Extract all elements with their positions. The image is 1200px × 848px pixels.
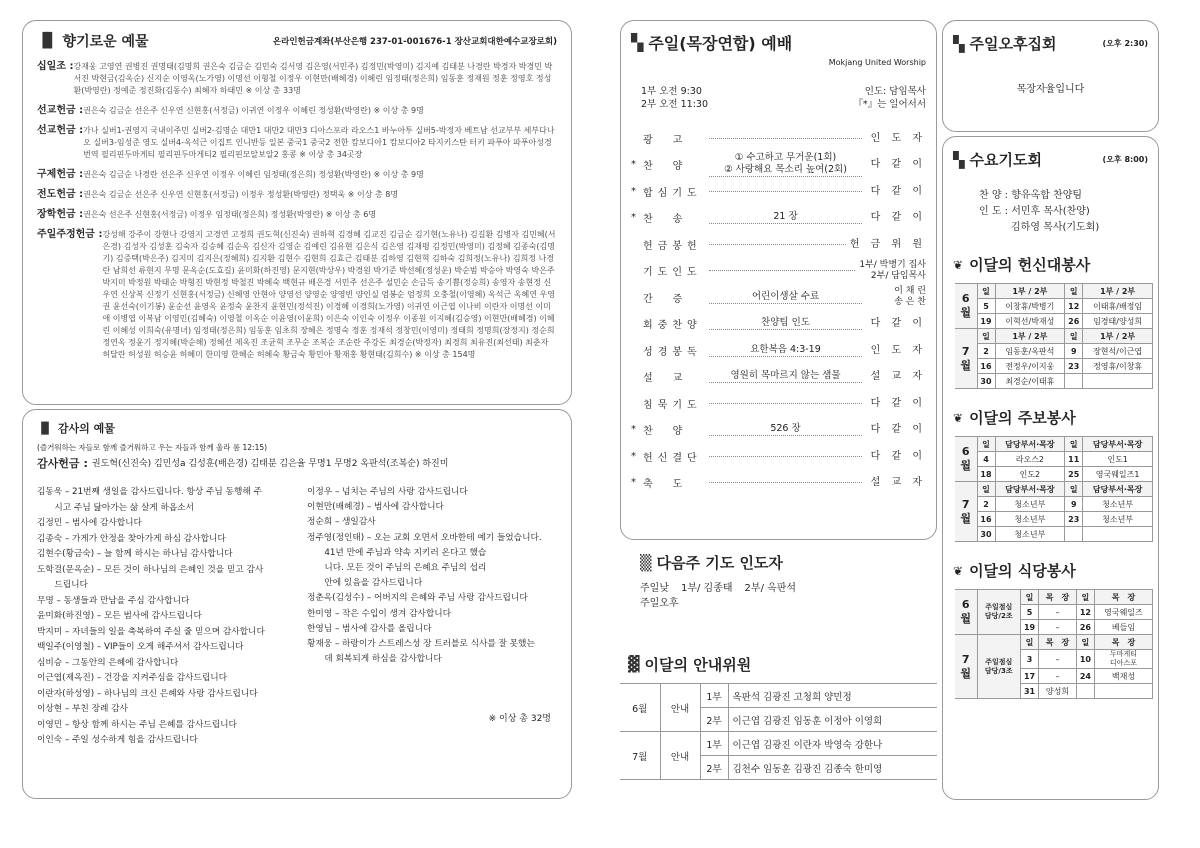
grid-day: 11 <box>1065 452 1083 467</box>
order-item: 성경봉독 <box>643 346 702 358</box>
worship-order-row <box>631 231 926 258</box>
thanks-verse: (즐거워하는 자들로 함께 즐거워하고 우는 자들과 함께 울라 롬 12:15) <box>37 443 268 452</box>
grid-day: 2 <box>977 344 995 359</box>
grid-value: 정영휴/이창휴 <box>1083 359 1153 374</box>
grid-header-label: 담당부서·목장 <box>1083 437 1153 452</box>
worship-order <box>631 125 926 496</box>
section-bar-icon: ▚ <box>631 33 643 52</box>
order-item: 헌신결단 <box>643 452 702 464</box>
order-detail <box>709 403 862 404</box>
grid-value: 두마게티 디아스포 <box>1094 650 1152 669</box>
grid-month: 7월 <box>955 482 977 542</box>
grid-value: – <box>1039 605 1077 620</box>
grid-value: 베들임 <box>1094 620 1152 635</box>
order-leader: 다 같 이 <box>870 424 926 436</box>
grid-header-day: 일 <box>1021 590 1039 605</box>
usher-row <box>620 732 937 756</box>
grid-day: 3 <box>1021 650 1039 669</box>
thanks-item: 심비승 – 그동안의 은혜에 감사합니다 <box>37 657 179 668</box>
grid-value: 임경태/양성희 <box>1083 314 1153 329</box>
thanks-list-right <box>307 485 557 749</box>
thanks-item: 무명 – 동생들과 만남을 주심 감사합니다 <box>37 595 190 606</box>
grid-day: 23 <box>1065 359 1083 374</box>
grid-row <box>955 359 1153 374</box>
grid-value: – <box>1039 650 1077 669</box>
grid-header-day: 일 <box>1021 635 1039 650</box>
grid-value: 장현석/이근엽 <box>1083 344 1153 359</box>
grid-value <box>1094 684 1152 699</box>
usher-names: 이근엽 김광진 이란자 박영숙 강한나 <box>728 732 937 756</box>
grid-header-label: 목 장 <box>1094 635 1152 650</box>
order-item: 간 증 <box>643 293 688 305</box>
grid-value: 청소년부 <box>995 527 1065 542</box>
section-bar-icon: ▒ <box>640 553 651 572</box>
leaf-icon: ❦ <box>953 563 964 578</box>
grid-day <box>1065 374 1083 389</box>
grid-row <box>955 344 1153 359</box>
thanks-item: 정주영(정인태) – 오는 교회 오면서 오바한테 예기 들었습니다. <box>307 532 542 543</box>
usher-names: 이근엽 김광진 임동훈 이정아 이영희 <box>728 708 937 732</box>
offering-category: 선교헌금 : <box>37 105 83 117</box>
thanks-list-left <box>37 485 287 749</box>
prayer-row-morning: 주일낮 1부/ 김종태 2부/ 옥판석 <box>640 583 797 594</box>
wednesday-section <box>942 136 1159 800</box>
grid-row <box>955 374 1153 389</box>
grid-month: 6월 <box>955 284 977 329</box>
offering-row <box>37 189 557 201</box>
grid-header-day: 일 <box>1065 284 1083 299</box>
grid-day <box>1076 684 1094 699</box>
order-leader: 설 교 자 <box>870 477 926 489</box>
usher-part: 1부 <box>700 684 728 708</box>
offering-names: 권은숙 선은주 신현홍(서정금) 이정우 임정태(정은희) 정성환(박영란) ※ 이상 총 6명 <box>83 210 377 219</box>
stand-marker: * <box>631 477 636 489</box>
usher-month: 7월 <box>620 732 660 780</box>
order-leader: 다 같 이 <box>870 185 926 197</box>
order-leader: 인 도 자 <box>870 132 926 144</box>
stand-marker: * <box>631 159 636 171</box>
order-item: 축 도 <box>643 479 688 491</box>
next-prayer-section <box>620 552 937 642</box>
grid-header-label: 1부 / 2부 <box>995 329 1065 344</box>
order-detail: ① 수고하고 무거운(1회) ② 사랑해요 목소리 높여(2회) <box>709 152 862 177</box>
next-prayer-title: ▒ 다음주 기도 인도자 <box>640 553 783 572</box>
grid-row <box>955 512 1153 527</box>
grid-header-label: 담당부서·목장 <box>995 437 1065 452</box>
stand-marker: * <box>631 212 636 224</box>
grid-day: 26 <box>1065 314 1083 329</box>
order-item: 찬 양 <box>643 161 688 173</box>
grid-day: 18 <box>977 467 995 482</box>
grid-day: 26 <box>1076 620 1094 635</box>
worship-times: 1부 오전 9:30 2부 오전 11:30 인도: 담임목사 『*』는 일어서서 <box>641 86 926 110</box>
grid-header-day: 일 <box>1076 590 1094 605</box>
thanks-item: 한영님 – 범사에 감사를 올립니다 <box>307 623 432 634</box>
prayer-row-afternoon: 주일오후 <box>640 598 679 609</box>
order-leader: 헌 금 위 원 <box>849 238 926 250</box>
usher-names: 김천수 임동훈 김광진 김종숙 한미영 <box>728 756 937 780</box>
grid-day <box>1065 527 1083 542</box>
grid-row <box>955 314 1153 329</box>
order-leader: 이 채 린 송 은 찬 <box>894 286 926 308</box>
thanks-item: 니다. 모든 것이 주님의 은혜요 주님의 섭리 <box>307 563 487 574</box>
grid-value: 인도1 <box>1083 452 1153 467</box>
wednesday-title: ▚ 수요기도회 (오후 8:00) <box>953 150 1148 169</box>
offering-names: 강성해 강주이 강현나 강영지 고경연 고정희 권도혁(신진숙) 권하혁 김경혜 김교진 김금순 김기현(노유나) 김길환 김병자 김민혜(서은경) 김성자 김성훈 김숙자 김승혜 김순옥 김신자 김영순 김예린 김유현 김은식 김은영 김재평 김정민(박영미) 김정혜 김종숙(김명기) 김증택(박은주) 김지미 김지은(정혜희) 김지환 김현수 김현희 김효근 김태분 김하영 김현혁 김하숙 김희정(노유나) 김희정 나경란 남희선 류현지 무명 문옥순(도효길) 윤미화(하진영) 문지현(박상우) 박경원 박기준 박선혜(정성운) 박순범 박승아 박영숙 박은주 박지미 박정원 박태순 박형진 박현정 박철진 박혜숙 백현규 배은경 서민주 선은주 설민순 손금득 송기쁨(정승희) 송영자 송현정 신우연 신상복 신정기 신현홍(서정금) 신혜영 안현아 양영선 양영순 양영빈 양인실 엄봉순 엄정희 오충철(이영혜) 옥석근 옥혜연 우영권 윤선숙(이기봉) 윤순선 윤영옥 윤정숙 윤찬지 윤현민(정석진) 이경혜 이경희(노가영) 이귀연 이근엽 이나비 이란자 이명선 이미애 이병엽 이복남 이영민(김혜숙) 이영철 이옥순 이윤영(이윤희) 이은숙 이인숙 이정우 이종원 이지혜(김승영) 이현만(배혜경) 이혜린 이혜성 이희숙(유명녀) 임정태(정은희) 임동훈 임초희 장혜은 정명숙 정훈 정재석 정창민(이영미) 정태희 정명희(장정지) 정순희 정연옥 정윤기 정지혜(박순해) 정혜선 제옥진 조균혁 조무순 조복순 조순란 주강돈 최경순(박정자) 최경희 최유진(최선태) 최춘자 허달란 허성원 허승윤 허혜미 한미영 한혜순 허혜숙 황금숙 황민아 황재홍 황현태(김희수) ※ 이상 총 154명 <box>102 230 556 359</box>
leaf-icon: ❦ <box>953 257 964 272</box>
thanks-item: 안에 있음을 감사드립니다 <box>307 578 423 589</box>
grid-row <box>955 452 1153 467</box>
grid-day: 2 <box>977 497 995 512</box>
order-detail <box>709 244 846 245</box>
usher-part: 1부 <box>700 732 728 756</box>
offering-category: 주일주정헌금 : <box>37 229 102 361</box>
thanks-item: 이인숙 – 주일 성수하게 힘을 감사드립니다 <box>37 735 198 745</box>
grid-day: 9 <box>1065 497 1083 512</box>
offering-category: 십일조 : <box>37 61 73 97</box>
grid-header-row <box>955 329 1153 344</box>
grid-day: 4 <box>977 452 995 467</box>
worship-order-row <box>631 364 926 391</box>
grid-header-row <box>955 482 1153 497</box>
order-detail: 영원히 목마르지 않는 샘물 <box>709 370 862 383</box>
grid-day: 23 <box>1065 512 1083 527</box>
order-detail <box>709 482 862 483</box>
order-item: 침묵기도 <box>643 399 702 411</box>
grid-day: 25 <box>1065 467 1083 482</box>
ushers-title: ▓ 이달의 안내위원 <box>628 655 752 674</box>
grid-day: 31 <box>1021 684 1039 699</box>
thanks-item: 시고 주님 닮아가는 삶 살게 하옵소서 <box>37 502 195 513</box>
worship-order-row <box>631 284 926 311</box>
afternoon-section <box>942 20 1159 132</box>
order-leader: 다 같 이 <box>870 397 926 409</box>
grid-header-day: 일 <box>977 437 995 452</box>
grid-month: 6월 <box>955 437 977 482</box>
stand-marker: * <box>631 450 636 462</box>
kitchen-title: ❦ 이달의 식당봉사 <box>953 562 1076 580</box>
worship-order-row <box>631 443 926 470</box>
order-leader: 1부/ 박병기 집사 2부/ 담임목사 <box>859 259 926 281</box>
order-item: 설 교 <box>643 373 688 385</box>
order-item: 찬 송 <box>643 214 688 226</box>
grid-row <box>955 527 1153 542</box>
bulletin-table <box>955 436 1153 542</box>
grid-value: – <box>1039 669 1077 684</box>
section-bar-icon: ▓ <box>628 655 639 673</box>
offering-names: 강재웅 고영연 권병진 권명태(김명희 권은숙 김금순 김민숙 김서영 김은영(서민주) 김정민(박영미) 김지예 김태분 나경란 박경자 박경민 박서진 박현금(김옥순) 신지순 이영옥(노가영) 이명선 이형철 이정우 이현만(배혜경) 이혜린 임정태(정은희) 임동훈 정재원 정훈 정영호 정성환(박영란) 정예준 정진화(김동수) 최혜자 하태민 ※ 이상 총 33명 <box>73 62 553 95</box>
order-detail: 요한복음 4:3-19 <box>709 344 862 357</box>
section-bar-icon: ▐▌ <box>37 33 57 49</box>
thanks-section <box>22 409 572 799</box>
grid-header-label: 1부 / 2부 <box>995 284 1065 299</box>
order-item: 찬 양 <box>643 426 688 438</box>
grid-header-label: 1부 / 2부 <box>1083 329 1153 344</box>
afternoon-title: ▚ 주일오후집회 (오후 2:30) <box>953 34 1148 53</box>
worship-order-row <box>631 470 926 497</box>
thanks-item: 박지미 – 자녀들의 일을 축복하여 주실 줄 믿으며 감사합니다 <box>37 626 265 637</box>
offering-category: 구제헌금 : <box>37 169 83 181</box>
stand-marker: * <box>631 185 636 197</box>
devotion-title: ❦ 이달의 헌신대봉사 <box>953 256 1091 274</box>
offering-category: 선교헌금 : <box>37 125 83 161</box>
offering-names: 가나 실버1-권영지 국내이주민 실버2-김명순 대만1 대만2 대만3 디아스포라 라오스1 바누아투 실버5-박정자 베트남 선교부부 세부다나오 실버3-임성준 영도 실버4-옥석근 이집트 인니반등 일본 중국1 중국2 전한 캄보디아1 캄보디아2 타지키스탄 터키 파푸아 파푸아성경번역 필리핀두마게티 필리핀두마게티2 필리핀모알보알2 홍콩 ※ 이상 총 34곳장 <box>83 126 555 159</box>
grid-day: 12 <box>1076 605 1094 620</box>
thanks-item: 이영민 – 항상 함께 하시는 주님 은혜를 감사드립니다 <box>37 719 237 730</box>
order-detail <box>709 138 862 139</box>
grid-value <box>1083 527 1153 542</box>
grid-value: 인도2 <box>995 467 1065 482</box>
grid-header-day: 일 <box>1076 635 1094 650</box>
online-account: 온라인헌금계좌(부산은행 237-01-001676-1 장산교회대한예수교장로회) <box>272 37 557 47</box>
thanks-item: 백일주(이영철) – VIP들이 오게 해주셔서 감사드립니다 <box>37 642 244 652</box>
ushers-section <box>620 645 937 805</box>
grid-row <box>955 497 1153 512</box>
usher-role: 안내 <box>660 732 700 780</box>
worship-order-row <box>631 417 926 444</box>
grid-value: 청소년부 <box>1083 497 1153 512</box>
grid-header-label: 목 장 <box>1039 635 1077 650</box>
wednesday-body: 찬 양 : 향유옥합 찬양팀 인 도 : 서민후 목사(찬양) 김하영 목사(기도회) <box>979 190 1100 233</box>
grid-header-row <box>955 284 1153 299</box>
grid-header-day: 일 <box>977 482 995 497</box>
section-bar-icon: ▚ <box>953 34 964 53</box>
grid-header-row <box>955 437 1153 452</box>
offering-row <box>37 229 557 361</box>
usher-row <box>620 684 937 708</box>
grid-header-day: 일 <box>1065 329 1083 344</box>
grid-day: 19 <box>977 314 995 329</box>
worship-order-row <box>631 311 926 338</box>
leaf-icon: ❦ <box>953 410 964 425</box>
order-detail: 526 장 <box>709 423 862 436</box>
grid-header-day: 일 <box>977 284 995 299</box>
grid-day: 5 <box>977 299 995 314</box>
grid-value: 백재성 <box>1094 669 1152 684</box>
grid-day: 30 <box>977 527 995 542</box>
thanks-item: 윤미화(하진영) – 모든 범사에 감사드립니다 <box>37 611 202 621</box>
offering-row <box>37 169 557 181</box>
thanks-item: 데 회복되게 하심을 감사합니다 <box>307 654 442 665</box>
worship-order-row <box>631 390 926 417</box>
offering-names: 권은숙 김금순 선은주 신우연 신현홍(서정금) 이정우 정성환(박영란) 정택욱 ※ 이상 총 8명 <box>83 190 399 199</box>
bulletin-title: ❦ 이달의 주보봉사 <box>953 409 1076 427</box>
order-leader: 다 같 이 <box>870 159 926 171</box>
order-detail: 찬양팀 인도 <box>709 317 862 330</box>
thanks-title: ▐▌ 감사의 예물 <box>37 421 115 435</box>
order-detail: 21 장 <box>709 211 862 224</box>
order-detail <box>709 270 855 271</box>
devotion-table <box>955 283 1153 389</box>
order-leader: 다 같 이 <box>870 450 926 462</box>
thanks-item: 김현수(황금숙) – 늘 함께 하시는 하나님 감사합니다 <box>37 549 233 559</box>
thanks-item: 41년 만에 주님과 약속 지키러 온다고 했습 <box>307 547 487 558</box>
grid-header-label: 목 장 <box>1039 590 1077 605</box>
order-item: 광 고 <box>643 134 688 146</box>
thanks-item: 드립니다 <box>37 580 88 590</box>
offering-row <box>37 61 557 97</box>
grid-value: 청소년부 <box>995 497 1065 512</box>
offering-title: ▐▌ 향기로운 예물 <box>37 33 149 50</box>
grid-value: 양성희 <box>1039 684 1077 699</box>
grid-month: 7월 <box>955 329 977 389</box>
grid-header-label: 목 장 <box>1094 590 1152 605</box>
thanks-item: 김종숙 – 가게가 안정을 찾아가게 하심 감사합니다 <box>37 533 226 544</box>
grid-day: 5 <box>1021 605 1039 620</box>
grid-day: 9 <box>1065 344 1083 359</box>
grid-value <box>1083 374 1153 389</box>
grid-header-label: 담당부서·목장 <box>995 482 1065 497</box>
order-detail <box>709 456 862 457</box>
grid-day: 12 <box>1065 299 1083 314</box>
thanks-offering-row: 감사헌금 : 권도혁(신진숙) 김민성a 김성훈(배은경) 김태분 김은율 무명1 무명2 옥판석(조복순) 하진미 <box>37 457 449 470</box>
offering-row <box>37 209 557 221</box>
thanks-item: 이란자(하성영) – 하나님의 크신 은혜와 사랑 감사드립니다 <box>37 688 258 699</box>
order-leader: 인 도 자 <box>870 344 926 356</box>
order-item: 회중찬양 <box>643 320 702 332</box>
stand-marker: * <box>631 424 636 436</box>
order-leader: 설 교 자 <box>870 371 926 383</box>
worship-order-row <box>631 205 926 232</box>
order-item: 기도인도 <box>643 267 702 279</box>
offering-section <box>22 20 572 405</box>
grid-row <box>955 299 1153 314</box>
order-detail <box>709 191 862 192</box>
grid-day: 16 <box>977 359 995 374</box>
grid-value: 라오스2 <box>995 452 1065 467</box>
grid-day: 24 <box>1076 669 1094 684</box>
order-leader: 다 같 이 <box>870 212 926 224</box>
offering-category: 장학헌금 : <box>37 209 83 221</box>
usher-role: 안내 <box>660 684 700 732</box>
offering-row <box>37 125 557 161</box>
thanks-item: 이현만(배혜경) – 범사에 감사합니다 <box>307 502 444 513</box>
worship-order-row <box>631 258 926 285</box>
thanks-item: 김정민 – 범사에 감사합니다 <box>37 518 142 528</box>
grid-value: 임동훈/옥판석 <box>995 344 1065 359</box>
offering-names: 권은숙 김금순 선은주 신우연 신현홍(서정금) 이귀연 이정우 이혜린 정성환(박영란) ※ 이상 총 9명 <box>83 106 424 115</box>
grid-header-day: 일 <box>977 329 995 344</box>
grid-header-label: 1부 / 2부 <box>1083 284 1153 299</box>
worship-order-row <box>631 178 926 205</box>
grid-row <box>955 467 1153 482</box>
worship-order-row <box>631 125 926 152</box>
usher-part: 2부 <box>700 756 728 780</box>
grid-value: 이혁선/박재성 <box>995 314 1065 329</box>
worship-title: ▚ 주일(목장연합) 예배 <box>631 33 793 53</box>
grid-day: 19 <box>1021 620 1039 635</box>
afternoon-body: 목장자율입니다 <box>1016 84 1085 95</box>
thanks-offering-names: 권도혁(신진숙) 김민성a 김성훈(배은경) 김태분 김은율 무명1 무명2 옥판석(조복순) 하진미 <box>91 459 449 469</box>
grid-month: 7월 <box>955 635 977 699</box>
kitchen-table <box>955 589 1153 699</box>
kitchen-team: 주일점심 담당/3조 <box>977 635 1021 699</box>
grid-value: 전정우/이지웅 <box>995 359 1065 374</box>
grid-header-day: 일 <box>1065 482 1083 497</box>
worship-subtitle: Mokjang United Worship <box>828 58 926 67</box>
grid-day: 17 <box>1021 669 1039 684</box>
grid-header-row <box>955 590 1153 605</box>
grid-day: 16 <box>977 512 995 527</box>
grid-value: 이태휴/배정임 <box>1083 299 1153 314</box>
usher-names: 옥판석 김광진 고청희 양민정 <box>728 684 937 708</box>
ushers-table <box>620 683 937 780</box>
thanks-item: 정춘옥(김성수) – 어버지의 은혜와 주님 사랑 감사드립니다 <box>307 593 528 604</box>
thanks-offering-label: 감사헌금 <box>37 457 80 470</box>
worship-section <box>620 20 937 540</box>
thanks-item: 이근엽(제옥진) – 건강을 지켜주심을 감사드립니다 <box>37 673 228 683</box>
thanks-item: 김동욱 – 21번째 생일을 감사드립니다. 항상 주님 동행해 주 <box>37 487 262 497</box>
grid-value: 청소년부 <box>995 512 1065 527</box>
worship-order-row <box>631 337 926 364</box>
grid-value: 이창휴/박병기 <box>995 299 1065 314</box>
order-item: 합심기도 <box>643 187 702 199</box>
thanks-total: ※ 이상 총 32명 <box>488 714 551 724</box>
worship-order-row <box>631 152 926 179</box>
thanks-item: 한미영 – 작은 수입이 생겨 감사합니다 <box>307 608 452 619</box>
grid-value: 청소년부 <box>1083 512 1153 527</box>
grid-month: 6월 <box>955 590 977 635</box>
order-leader: 다 같 이 <box>870 318 926 330</box>
offering-names: 권은숙 김금순 나경란 선은주 신우연 이정우 이혜린 임정태(정은희) 정성환(박영란) ※ 이상 총 9명 <box>83 170 424 179</box>
section-bar-icon: ▚ <box>953 150 964 169</box>
grid-value: 영국웨일즈 <box>1094 605 1152 620</box>
grid-day: 10 <box>1076 650 1094 669</box>
offering-category: 전도헌금 : <box>37 189 83 201</box>
thanks-item: 황재웅 – 하랑이가 스트레스성 장 트러블로 식사를 잘 못했는 <box>307 639 535 650</box>
grid-header-label: 담당부서·목장 <box>1083 482 1153 497</box>
usher-part: 2부 <box>700 708 728 732</box>
thanks-item: 이정우 – 넘치는 주님의 사랑 감사드립니다 <box>307 487 468 497</box>
thanks-item: 도학걸(문옥순) – 모든 것이 하나님의 은혜인 것을 믿고 감사 <box>37 564 264 575</box>
grid-value: 최경순/이태휴 <box>995 374 1065 389</box>
grid-value: 영국웨일즈1 <box>1083 467 1153 482</box>
section-bar-icon: ▐▌ <box>37 421 52 435</box>
offering-row <box>37 105 557 117</box>
grid-header-day: 일 <box>1065 437 1083 452</box>
thanks-item: 정순희 – 생일감사 <box>307 517 376 528</box>
order-detail: 어린이생살 수료 <box>709 291 862 304</box>
order-item: 헌금봉헌 <box>643 240 702 252</box>
grid-value: – <box>1039 620 1077 635</box>
thanks-item: 이상현 – 부친 장례 감사 <box>37 704 128 714</box>
usher-month: 6월 <box>620 684 660 732</box>
grid-day: 30 <box>977 374 995 389</box>
kitchen-team: 주일점심 담당/2조 <box>977 590 1021 635</box>
grid-header-row <box>955 635 1153 650</box>
